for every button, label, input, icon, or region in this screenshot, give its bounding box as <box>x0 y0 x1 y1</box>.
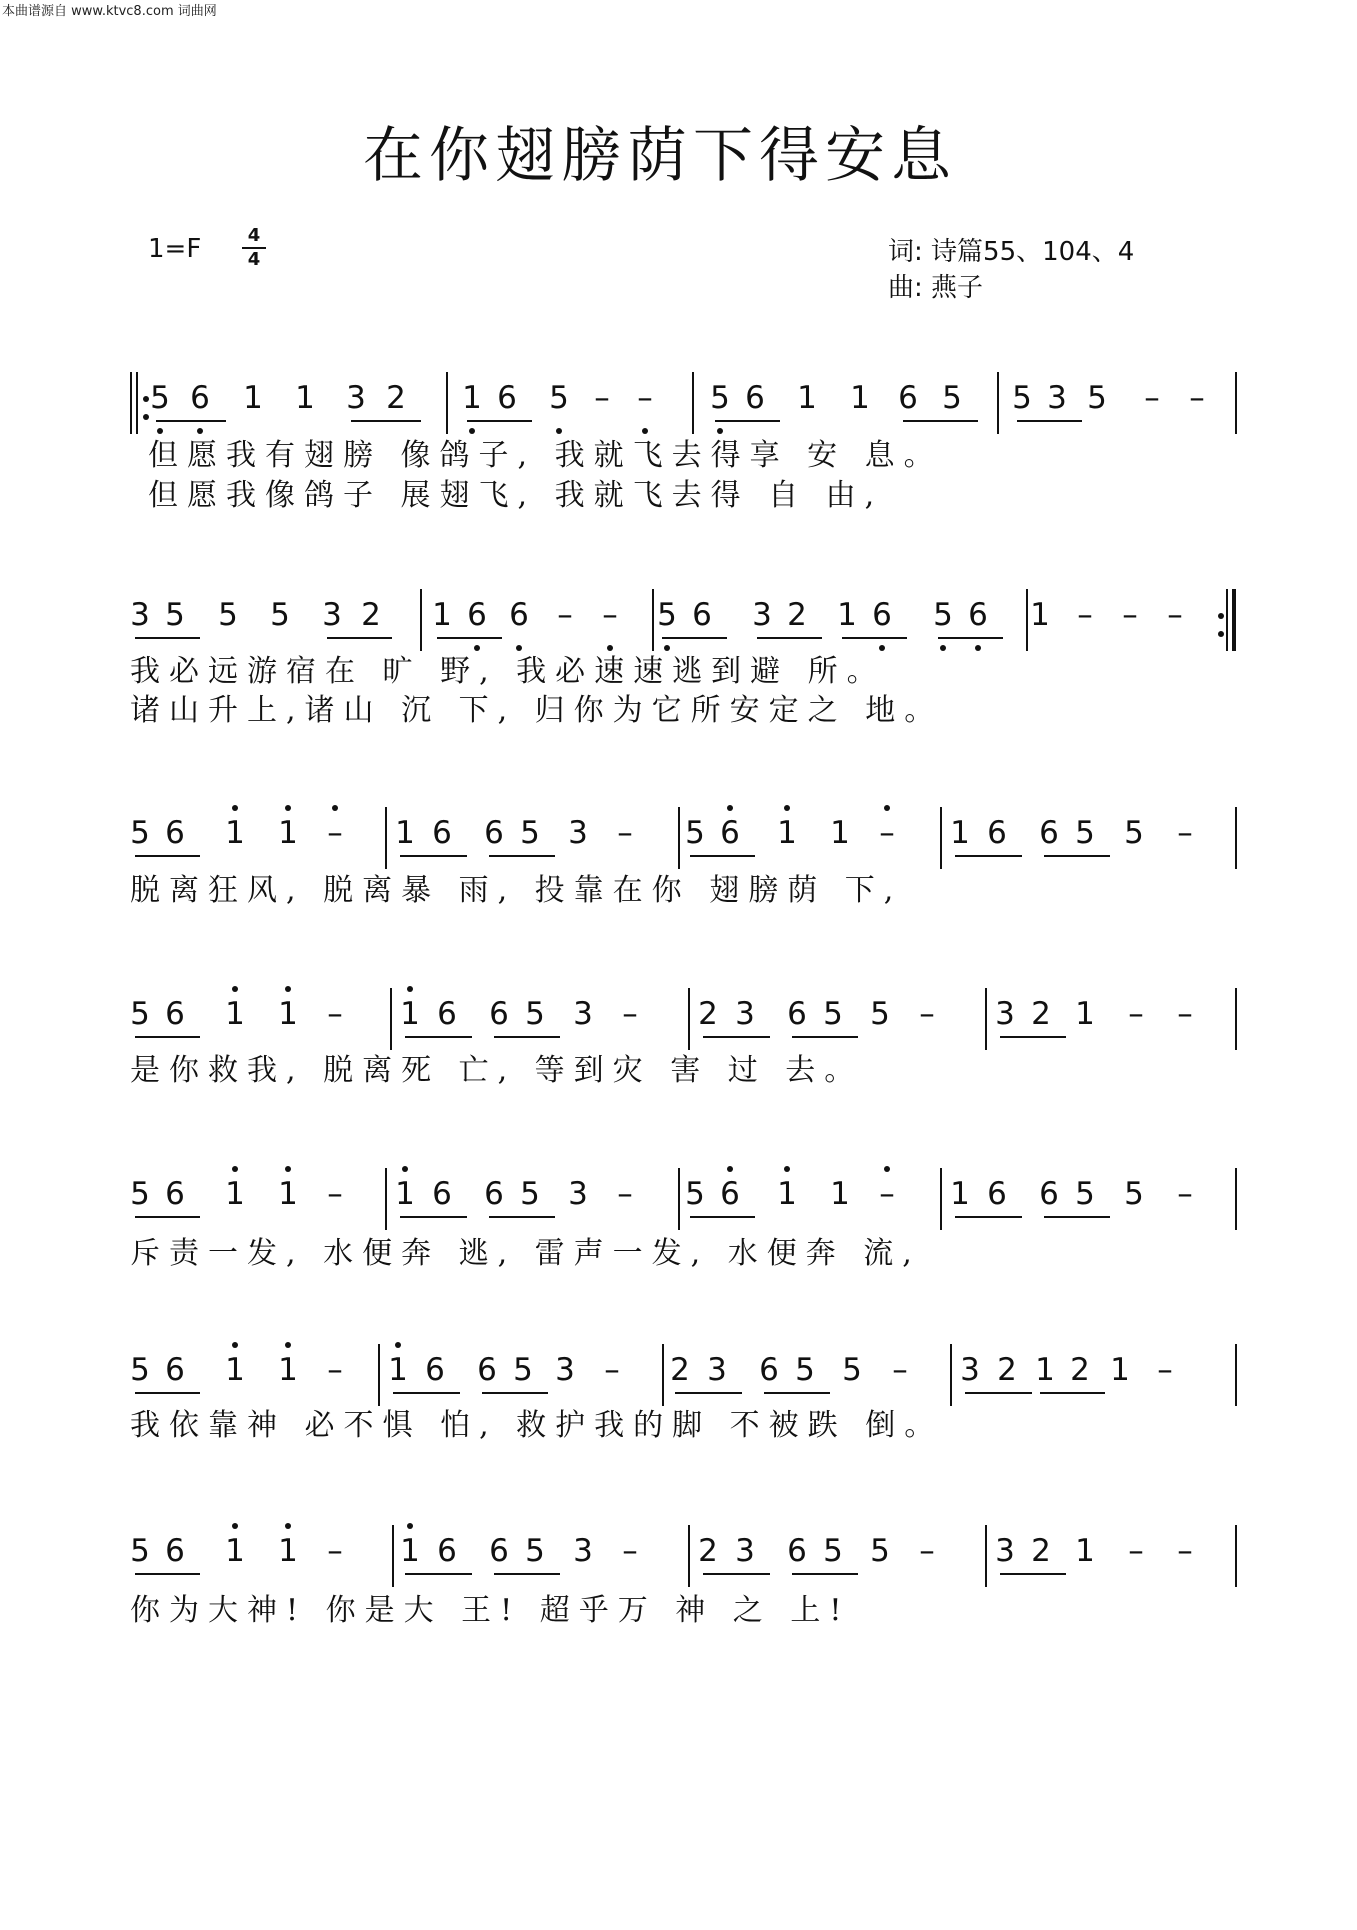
note-digit: 5 <box>130 1352 150 1388</box>
octave-dot-above <box>232 1342 238 1348</box>
eighth-note-underline <box>135 1036 200 1038</box>
lyric-line: 诸山升上,诸山 沉 下, 归你为它所安定之 地。 <box>130 693 944 728</box>
eighth-note-underline <box>135 1216 200 1218</box>
dash-note: – <box>1177 1176 1193 1212</box>
octave-dot-above <box>407 1523 413 1529</box>
dash-note: – <box>327 1533 343 1569</box>
barline <box>1235 807 1237 869</box>
note-digit: 6 <box>489 996 509 1032</box>
eighth-note-underline <box>955 855 1022 857</box>
barline <box>420 589 422 651</box>
note-digit: 6 <box>1039 815 1059 851</box>
note-digit: 1 <box>1110 1352 1130 1388</box>
eighth-note-underline <box>1000 1036 1066 1038</box>
note-digit: 6 <box>987 815 1007 851</box>
dash-note: – <box>617 1176 633 1212</box>
octave-dot-above <box>285 1166 291 1172</box>
barline <box>1235 988 1237 1050</box>
note-digit: 6 <box>759 1352 779 1388</box>
barline <box>1235 1344 1237 1406</box>
key-signature: 1=F <box>148 234 202 264</box>
barline <box>662 1344 664 1406</box>
dash-note: – <box>1157 1352 1173 1388</box>
dash-note: – <box>622 996 638 1032</box>
note-digit: 2 <box>787 597 807 633</box>
eighth-note-underline <box>703 1036 770 1038</box>
note-digit: 1 <box>950 815 970 851</box>
note-digit: 5 <box>165 597 185 633</box>
note-digit: 1 <box>1030 597 1050 633</box>
repeat-dot <box>1218 613 1224 619</box>
note-digit: 5 <box>1012 380 1032 416</box>
barline <box>1235 1525 1237 1587</box>
dash-note: – <box>879 815 895 851</box>
lyric-line: 但愿我像鸽子 展翅飞, 我就飞去得 自 由, <box>148 478 884 513</box>
note-digit: 5 <box>870 1533 890 1569</box>
note-digit: 3 <box>555 1352 575 1388</box>
note-digit: 5 <box>549 380 569 416</box>
note-digit: 6 <box>987 1176 1007 1212</box>
note-digit: 6 <box>165 1176 185 1212</box>
note-digit: 1 <box>797 380 817 416</box>
note-digit: 6 <box>484 1176 504 1212</box>
note-digit: 5 <box>1124 1176 1144 1212</box>
dash-note: – <box>919 996 935 1032</box>
dash-note: – <box>327 1352 343 1388</box>
eighth-note-underline <box>327 637 392 639</box>
dash-note: – <box>602 597 618 633</box>
note-digit: 6 <box>787 1533 807 1569</box>
dash-note: – <box>327 815 343 851</box>
note-digit: 1 <box>225 815 245 851</box>
dash-note: – <box>594 380 610 416</box>
note-digit: 1 <box>225 1352 245 1388</box>
dash-note: – <box>919 1533 935 1569</box>
note-digit: 6 <box>872 597 892 633</box>
note-digit: 3 <box>573 996 593 1032</box>
repeat-end-barline <box>1232 589 1236 651</box>
note-digit: 1 <box>777 815 797 851</box>
note-digit: 5 <box>685 1176 705 1212</box>
eighth-note-underline <box>955 1216 1022 1218</box>
octave-dot-above <box>784 805 790 811</box>
lyric-line: 你为大神! 你是大 王! 超乎万 神 之 上! <box>130 1593 851 1628</box>
repeat-dot <box>1218 631 1224 637</box>
composer-credit: 曲: 燕子 <box>888 273 984 303</box>
octave-dot-above <box>407 986 413 992</box>
repeat-start-barline <box>136 372 138 434</box>
song-title: 在你翅膀荫下得安息 <box>363 121 957 191</box>
note-digit: 1 <box>225 1533 245 1569</box>
note-digit: 3 <box>568 815 588 851</box>
eighth-note-underline <box>757 637 822 639</box>
lyric-line: 我依靠神 必不惧 怕, 救护我的脚 不被跌 倒。 <box>130 1408 944 1443</box>
note-digit: 6 <box>425 1352 445 1388</box>
note-digit: 5 <box>1087 380 1107 416</box>
note-digit: 5 <box>130 996 150 1032</box>
note-digit: 3 <box>960 1352 980 1388</box>
note-digit: 2 <box>698 1533 718 1569</box>
octave-dot-above <box>727 805 733 811</box>
note-digit: 1 <box>850 380 870 416</box>
eighth-note-underline <box>1000 1573 1066 1575</box>
note-digit: 5 <box>842 1352 862 1388</box>
eighth-note-underline <box>1044 1216 1110 1218</box>
octave-dot-above <box>784 1166 790 1172</box>
barline <box>392 1525 394 1587</box>
note-digit: 3 <box>573 1533 593 1569</box>
lyric-line: 是你救我, 脱离死 亡, 等到灾 害 过 去。 <box>130 1053 864 1088</box>
eighth-note-underline <box>437 637 502 639</box>
dash-note: – <box>1177 815 1193 851</box>
dash-note: – <box>1077 597 1093 633</box>
note-digit: 2 <box>1031 1533 1051 1569</box>
octave-dot-below <box>975 645 981 651</box>
eighth-note-underline <box>1044 855 1110 857</box>
octave-dot-above <box>232 1166 238 1172</box>
barline <box>378 1344 380 1406</box>
barline <box>678 1168 680 1230</box>
eighth-note-underline <box>965 1392 1032 1394</box>
barline <box>130 372 132 434</box>
eighth-note-underline <box>467 420 532 422</box>
lyric-line: 但愿我有翅膀 像鸽子, 我就飞去得享 安 息。 <box>148 438 943 473</box>
barline <box>385 807 387 869</box>
note-digit: 1 <box>395 1176 415 1212</box>
note-digit: 6 <box>477 1352 497 1388</box>
barline <box>652 589 654 651</box>
eighth-note-underline <box>715 420 780 422</box>
eighth-note-underline <box>690 1216 755 1218</box>
note-digit: 6 <box>745 380 765 416</box>
eighth-note-underline <box>482 1392 548 1394</box>
eighth-note-underline <box>405 1573 472 1575</box>
dash-note: – <box>1167 597 1183 633</box>
eighth-note-underline <box>489 1216 555 1218</box>
octave-dot-above <box>395 1342 401 1348</box>
octave-dot-below <box>940 645 946 651</box>
eighth-note-underline <box>792 1036 858 1038</box>
eighth-note-underline <box>135 855 200 857</box>
octave-dot-above <box>285 986 291 992</box>
note-digit: 5 <box>520 1176 540 1212</box>
note-digit: 2 <box>386 380 406 416</box>
note-digit: 5 <box>525 1533 545 1569</box>
octave-dot-above <box>232 986 238 992</box>
octave-dot-above <box>232 1523 238 1529</box>
octave-dot-above <box>884 1166 890 1172</box>
note-digit: 5 <box>870 996 890 1032</box>
eighth-note-underline <box>764 1392 830 1394</box>
octave-dot-above <box>884 805 890 811</box>
note-digit: 5 <box>795 1352 815 1388</box>
eighth-note-underline <box>675 1392 742 1394</box>
lyricist-credit: 词: 诗篇55、104、4 <box>888 237 1135 267</box>
barline <box>390 988 392 1050</box>
octave-dot-above <box>232 805 238 811</box>
dash-note: – <box>1122 597 1138 633</box>
eighth-note-underline <box>1040 1392 1105 1394</box>
note-digit: 1 <box>278 1352 298 1388</box>
eighth-note-underline <box>405 1036 472 1038</box>
note-digit: 1 <box>777 1176 797 1212</box>
note-digit: 5 <box>823 996 843 1032</box>
note-digit: 3 <box>346 380 366 416</box>
note-digit: 1 <box>830 815 850 851</box>
note-digit: 5 <box>657 597 677 633</box>
note-digit: 1 <box>950 1176 970 1212</box>
note-digit: 6 <box>432 1176 452 1212</box>
note-digit: 5 <box>520 815 540 851</box>
octave-dot-above <box>727 1166 733 1172</box>
octave-dot-above <box>285 1342 291 1348</box>
eighth-note-underline <box>135 1392 200 1394</box>
octave-dot-above <box>402 1166 408 1172</box>
note-digit: 5 <box>685 815 705 851</box>
note-digit: 6 <box>509 597 529 633</box>
octave-dot-above <box>285 805 291 811</box>
note-digit: 3 <box>707 1352 727 1388</box>
dash-note: – <box>892 1352 908 1388</box>
note-digit: 5 <box>150 380 170 416</box>
note-digit: 2 <box>997 1352 1017 1388</box>
note-digit: 5 <box>525 996 545 1032</box>
note-digit: 1 <box>1075 996 1095 1032</box>
dash-note: – <box>1128 1533 1144 1569</box>
eighth-note-underline <box>156 420 226 422</box>
note-digit: 1 <box>278 815 298 851</box>
dash-note: – <box>327 1176 343 1212</box>
note-digit: 6 <box>968 597 988 633</box>
dash-note: – <box>622 1533 638 1569</box>
note-digit: 6 <box>165 1352 185 1388</box>
note-digit: 2 <box>361 597 381 633</box>
eighth-note-underline <box>792 1573 858 1575</box>
time-signature-top: 4 <box>242 225 266 249</box>
note-digit: 5 <box>710 380 730 416</box>
note-digit: 1 <box>1035 1352 1055 1388</box>
lyric-line: 斥责一发, 水便奔 逃, 雷声一发, 水便奔 流, <box>130 1236 921 1271</box>
eighth-note-underline <box>494 1036 560 1038</box>
note-digit: 5 <box>1075 1176 1095 1212</box>
note-digit: 3 <box>1047 380 1067 416</box>
dash-note: – <box>1177 1533 1193 1569</box>
note-digit: 6 <box>720 1176 740 1212</box>
eighth-note-underline <box>400 1216 467 1218</box>
octave-dot-above <box>285 1523 291 1529</box>
barline <box>1235 372 1237 434</box>
note-digit: 6 <box>497 380 517 416</box>
note-digit: 3 <box>735 996 755 1032</box>
barline <box>997 372 999 434</box>
note-digit: 3 <box>752 597 772 633</box>
note-digit: 5 <box>823 1533 843 1569</box>
eighth-note-underline <box>494 1573 560 1575</box>
note-digit: 1 <box>462 380 482 416</box>
note-digit: 2 <box>1031 996 1051 1032</box>
dash-note: – <box>617 815 633 851</box>
eighth-note-underline <box>351 420 421 422</box>
note-digit: 6 <box>898 380 918 416</box>
barline <box>688 988 690 1050</box>
source-watermark: 本曲谱源自 www.ktvc8.com 词曲网 <box>2 4 217 19</box>
eighth-note-underline <box>135 637 200 639</box>
eighth-note-underline <box>489 855 555 857</box>
note-digit: 3 <box>995 1533 1015 1569</box>
note-digit: 1 <box>432 597 452 633</box>
eighth-note-underline <box>690 855 755 857</box>
note-digit: 5 <box>1124 815 1144 851</box>
note-digit: 6 <box>437 996 457 1032</box>
note-digit: 1 <box>395 815 415 851</box>
barline <box>692 372 694 434</box>
note-digit: 6 <box>467 597 487 633</box>
dash-note: – <box>1128 996 1144 1032</box>
note-digit: 6 <box>489 1533 509 1569</box>
note-digit: 1 <box>830 1176 850 1212</box>
note-digit: 1 <box>400 1533 420 1569</box>
barline <box>446 372 448 434</box>
time-signature <box>242 225 266 271</box>
barline <box>688 1525 690 1587</box>
dash-note: – <box>1189 380 1205 416</box>
eighth-note-underline <box>400 855 467 857</box>
dash-note: – <box>637 380 653 416</box>
note-digit: 2 <box>670 1352 690 1388</box>
note-digit: 6 <box>432 815 452 851</box>
note-digit: 1 <box>837 597 857 633</box>
dash-note: – <box>1144 380 1160 416</box>
eighth-note-underline <box>662 637 727 639</box>
note-digit: 2 <box>698 996 718 1032</box>
note-digit: 1 <box>278 1176 298 1212</box>
note-digit: 6 <box>484 815 504 851</box>
barline <box>985 988 987 1050</box>
note-digit: 5 <box>130 1176 150 1212</box>
barline <box>1226 589 1228 651</box>
dash-note: – <box>604 1352 620 1388</box>
note-digit: 6 <box>165 996 185 1032</box>
barline <box>985 1525 987 1587</box>
barline <box>940 807 942 869</box>
note-digit: 5 <box>130 1533 150 1569</box>
note-digit: 6 <box>190 380 210 416</box>
note-digit: 1 <box>278 996 298 1032</box>
eighth-note-underline <box>903 420 978 422</box>
note-digit: 2 <box>1070 1352 1090 1388</box>
barline <box>950 1344 952 1406</box>
note-digit: 6 <box>692 597 712 633</box>
note-digit: 5 <box>270 597 290 633</box>
note-digit: 1 <box>400 996 420 1032</box>
eighth-note-underline <box>393 1392 460 1394</box>
note-digit: 5 <box>1075 815 1095 851</box>
note-digit: 3 <box>568 1176 588 1212</box>
note-digit: 1 <box>1075 1533 1095 1569</box>
lyric-line: 脱离狂风, 脱离暴 雨, 投靠在你 翅膀荫 下, <box>130 873 903 908</box>
dash-note: – <box>879 1176 895 1212</box>
note-digit: 1 <box>225 996 245 1032</box>
dash-note: – <box>1177 996 1193 1032</box>
eighth-note-underline <box>703 1573 770 1575</box>
note-digit: 6 <box>787 996 807 1032</box>
note-digit: 5 <box>218 597 238 633</box>
note-digit: 1 <box>225 1176 245 1212</box>
time-signature-bottom: 4 <box>247 249 261 270</box>
eighth-note-underline <box>842 637 907 639</box>
note-digit: 6 <box>437 1533 457 1569</box>
note-digit: 3 <box>735 1533 755 1569</box>
barline <box>385 1168 387 1230</box>
note-digit: 6 <box>720 815 740 851</box>
dash-note: – <box>557 597 573 633</box>
credits <box>888 234 1134 306</box>
octave-dot-above <box>332 805 338 811</box>
note-digit: 6 <box>1039 1176 1059 1212</box>
note-digit: 6 <box>165 815 185 851</box>
eighth-note-underline <box>135 1573 200 1575</box>
note-digit: 1 <box>278 1533 298 1569</box>
note-digit: 1 <box>243 380 263 416</box>
barline <box>940 1168 942 1230</box>
note-digit: 3 <box>322 597 342 633</box>
note-digit: 1 <box>295 380 315 416</box>
note-digit: 1 <box>388 1352 408 1388</box>
note-digit: 6 <box>165 1533 185 1569</box>
note-digit: 5 <box>933 597 953 633</box>
note-digit: 5 <box>513 1352 533 1388</box>
dash-note: – <box>327 996 343 1032</box>
note-digit: 3 <box>130 597 150 633</box>
eighth-note-underline <box>1017 420 1082 422</box>
note-digit: 3 <box>995 996 1015 1032</box>
note-digit: 5 <box>942 380 962 416</box>
lyric-line: 我必远游宿在 旷 野, 我必速速逃到避 所。 <box>130 654 886 689</box>
barline <box>678 807 680 869</box>
eighth-note-underline <box>938 637 1003 639</box>
note-digit: 5 <box>130 815 150 851</box>
barline <box>1235 1168 1237 1230</box>
